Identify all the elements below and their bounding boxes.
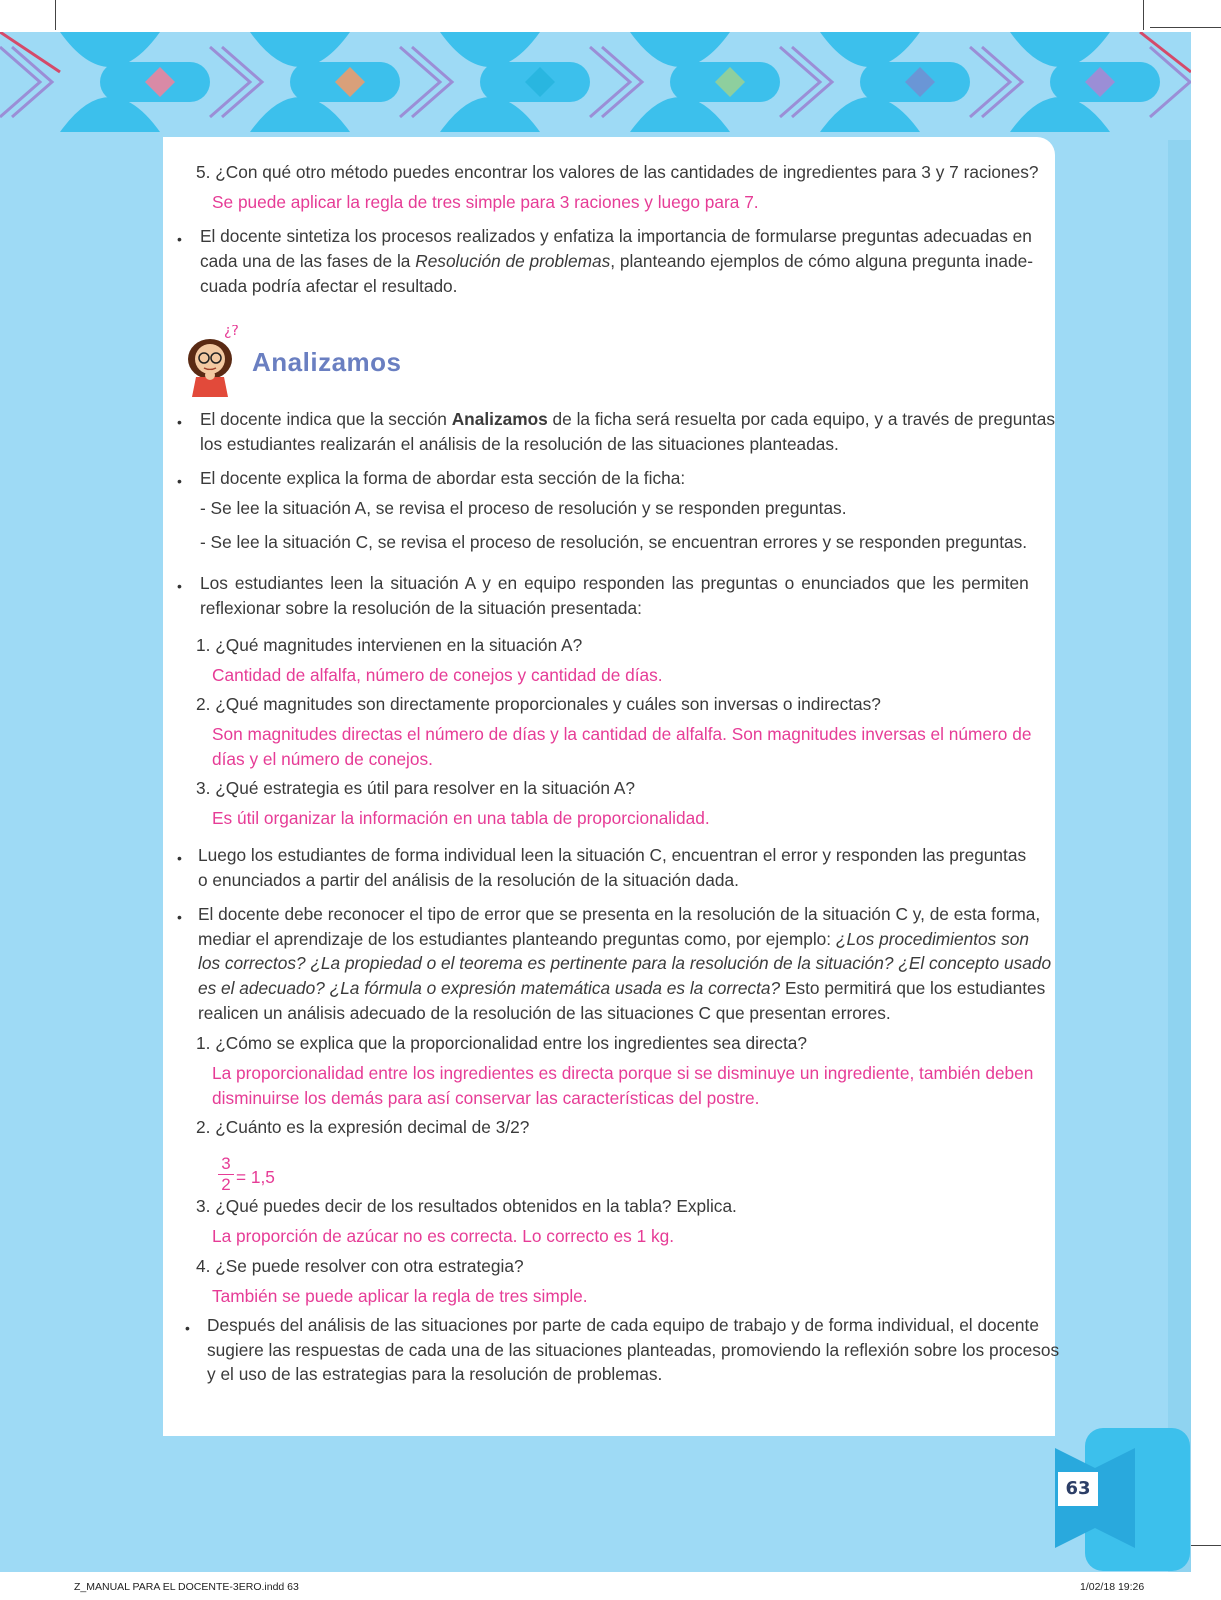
paragraph-line: Los estudiantes leen la situación A y en equipo responden las preguntas o enunciados que les permiten (200, 573, 1029, 593)
italic-text: los correctos? ¿La propiedad o el teorema es pertinente para la resolución de la situación? ¿El concepto usado (198, 953, 1052, 973)
fraction-denominator: 2 (221, 1175, 231, 1194)
question-c3: 3. ¿Qué puedes decir de los resultados obtenidos en la tabla? Explica. (196, 1196, 737, 1216)
bullet-icon: • (177, 578, 182, 594)
section-title: Analizamos (252, 347, 402, 377)
bullet-icon: • (177, 414, 182, 430)
paragraph-line: realicen un análisis adecuado de la resolución de las situaciones C que presentan errores. (198, 1003, 891, 1023)
question-marks: ¿? (224, 325, 239, 339)
paragraph-line (200, 407, 1055, 432)
right-strip (1168, 140, 1191, 1572)
paragraph-line: sugiere las respuestas de cada una de las situaciones planteadas, promoviendo la reflexión sobre los procesos (207, 1340, 1060, 1360)
page-number: 63 (1058, 1472, 1098, 1506)
italic-text: ¿Los procedimientos son (835, 929, 1029, 949)
paragraph-line: El docente sintetiza los procesos realizados y enfatiza la importancia de formularse preguntas adecuadas en (200, 226, 1032, 246)
paragraph-line (198, 927, 1029, 952)
crop-mark (55, 0, 56, 30)
question-a2: 2. ¿Qué magnitudes son directamente proporcionales y cuáles son inversas o indirectas? (196, 694, 881, 714)
thinking-girl-icon (180, 325, 244, 397)
answer-a1: Cantidad de alfalfa, número de conejos y cantidad de días. (212, 665, 663, 685)
paragraph-line: El docente debe reconocer el tipo de error que se presenta en la resolución de la situación C y, de esta forma, (198, 904, 1041, 924)
paragraph-line: y el uso de las estrategias para la resolución de problemas. (207, 1364, 663, 1384)
fraction-numerator: 3 (221, 1154, 231, 1173)
question-c1: 1. ¿Cómo se explica que la proporcionalidad entre los ingredientes sea directa? (196, 1033, 807, 1053)
paragraph-line (198, 951, 1051, 976)
dash-item: - Se lee la situación C, se revisa el proceso de resolución, se encuentran errores y se responden preguntas. (200, 532, 1028, 552)
paragraph-line: reflexionar sobre la resolución de la situación presentada: (200, 598, 642, 618)
crop-mark (1190, 1545, 1221, 1546)
paragraph-line: El docente explica la forma de abordar esta sección de la ficha: (200, 468, 686, 488)
banner-pattern (0, 32, 1191, 132)
question-c4: 4. ¿Se puede resolver con otra estrategia? (196, 1256, 524, 1276)
bullet-icon: • (177, 473, 182, 489)
text-span: El docente indica que la sección (200, 409, 452, 429)
text-span: , planteando ejemplos de cómo alguna pregunta inade- (610, 251, 1033, 271)
decorative-banner (0, 32, 1191, 132)
italic-text: es el adecuado? ¿La fórmula o expresión matemática usada es la correcta? (198, 978, 781, 998)
crop-mark (1143, 0, 1144, 30)
question-a1: 1. ¿Qué magnitudes intervienen en la situación A? (196, 635, 583, 655)
text-span: cada una de las fases de la (200, 251, 416, 271)
bullet-icon: • (177, 231, 182, 247)
answer-c1: disminuirse los demás para así conservar las características del postre. (212, 1088, 760, 1108)
answer-c2: = 1,5 (236, 1167, 275, 1187)
answer-a2: Son magnitudes directas el número de días y la cantidad de alfalfa. Son magnitudes inversas el número de (212, 724, 1032, 744)
paragraph-line (200, 249, 1033, 274)
text-span: Esto permitirá que los estudiantes (780, 978, 1046, 998)
answer-c4: También se puede aplicar la regla de tres simple. (212, 1286, 588, 1306)
bullet-icon: • (177, 850, 182, 866)
dash-item: - Se lee la situación A, se revisa el proceso de resolución y se responden preguntas. (200, 498, 847, 518)
answer-a2: días y el número de conejos. (212, 749, 433, 769)
question-c2: 2. ¿Cuánto es la expresión decimal de 3/2? (196, 1117, 530, 1137)
paragraph-line: Luego los estudiantes de forma individual leen la situación C, encuentran el error y responden las preguntas (198, 845, 1027, 865)
footer-timestamp: 1/02/18 19:26 (1080, 1581, 1145, 1593)
footer-file-name: Z_MANUAL PARA EL DOCENTE-3ERO.indd 63 (74, 1581, 299, 1593)
question-a3: 3. ¿Qué estrategia es útil para resolver en la situación A? (196, 778, 635, 798)
fraction (218, 1155, 234, 1194)
bullet-icon: • (177, 909, 182, 925)
question-5: 5. ¿Con qué otro método puedes encontrar los valores de las cantidades de ingredientes para 3 y 7 raciones? (196, 162, 1039, 182)
answer-a3: Es útil organizar la información en una tabla de proporcionalidad. (212, 808, 710, 828)
paragraph-line: los estudiantes realizarán el análisis de la resolución de las situaciones planteadas. (200, 434, 839, 454)
paragraph-line: o enunciados a partir del análisis de la resolución de la situación dada. (198, 870, 739, 890)
answer-5: Se puede aplicar la regla de tres simple para 3 raciones y luego para 7. (212, 192, 759, 212)
bold-text: Analizamos (451, 409, 548, 429)
italic-text: Resolución de problemas (415, 251, 611, 271)
answer-c1: La proporcionalidad entre los ingredientes es directa porque si se disminuye un ingrediente, también deben (212, 1063, 1034, 1083)
text-span: mediar el aprendizaje de los estudiantes planteando preguntas como, por ejemplo: (198, 929, 836, 949)
paragraph-line: cuada podría afectar el resultado. (200, 276, 458, 296)
answer-c3: La proporción de azúcar no es correcta. Lo correcto es 1 kg. (212, 1226, 675, 1246)
paragraph-line (198, 976, 1045, 1001)
crop-mark (1150, 27, 1221, 28)
bullet-icon: • (185, 1320, 190, 1336)
paragraph-line: Después del análisis de las situaciones por parte de cada equipo de trabajo y de forma individual, el docente (207, 1315, 1039, 1335)
text-span: de la ficha será resuelta por cada equipo, y a través de preguntas (547, 409, 1055, 429)
